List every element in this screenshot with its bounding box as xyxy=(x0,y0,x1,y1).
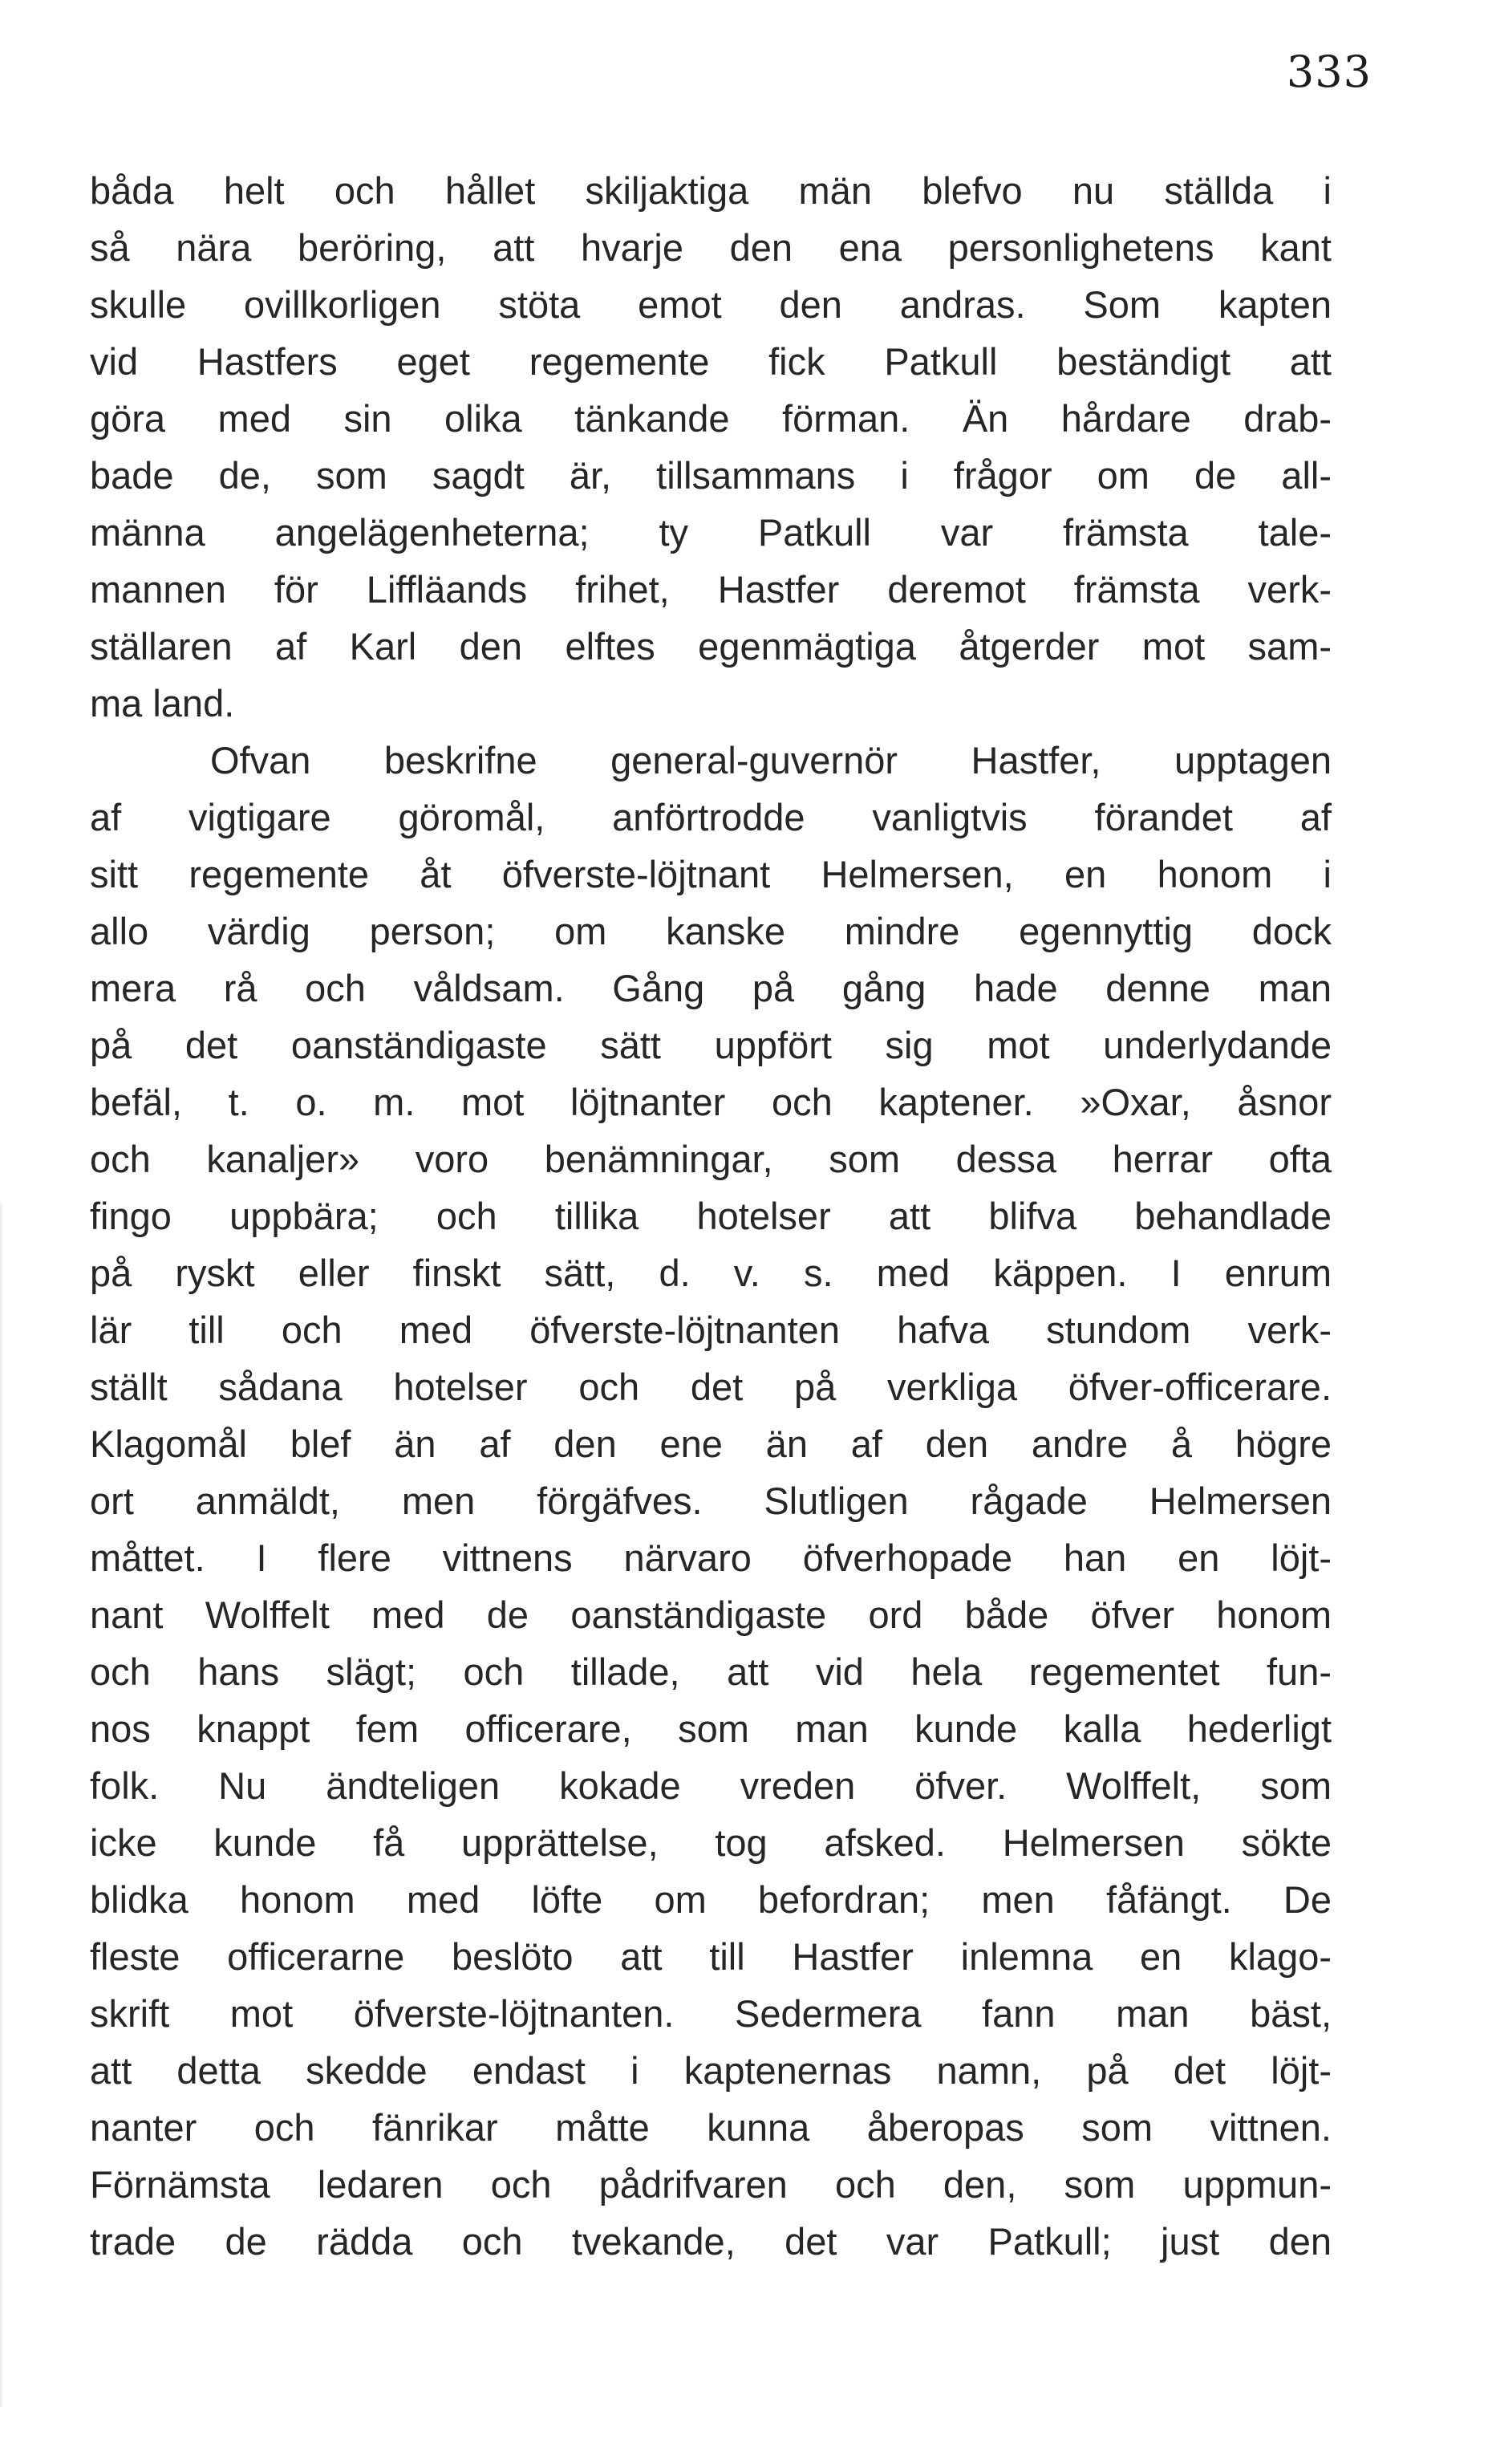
text-line: sitt regemente åt öfverste-löjtnant Helmersen, en honom i xyxy=(90,853,1332,895)
text-line: på ryskt eller finskt sätt, d. v. s. med käppen. I enrum xyxy=(90,1252,1332,1294)
text-line: trade de rädda och tvekande, det var Patkull; just den xyxy=(90,2220,1332,2263)
text-line: och hans slägt; och tillade, att vid hela regementet fun- xyxy=(90,1650,1332,1693)
text-line: göra med sin olika tänkande förman. Än hårdare drab- xyxy=(90,397,1332,440)
text-line: skrift mot öfverste-löjtnanten. Sedermera fann man bäst, xyxy=(90,1992,1332,2035)
text-line: fingo uppbära; och tillika hotelser att blifva behandlade xyxy=(90,1195,1332,1237)
scan-edge-shadow xyxy=(0,1204,2,2407)
text-line: skulle ovillkorligen stöta emot den andras. Som kapten xyxy=(90,283,1332,326)
text-line: att detta skedde endast i kaptenernas namn, på det löjt- xyxy=(90,2049,1332,2092)
text-line: fleste officerarne beslöto att till Hastfer inlemna en klago- xyxy=(90,1935,1332,1978)
text-line: måttet. I flere vittnens närvaro öfverhopade han en löjt- xyxy=(90,1536,1332,1579)
text-line: och kanaljer» voro benämningar, som dessa herrar ofta xyxy=(90,1138,1332,1180)
text-line: bade de, som sagdt är, tillsammans i frågor om de all- xyxy=(90,454,1332,497)
text-line: båda helt och hållet skiljaktiga män blefvo nu ställda i xyxy=(90,169,1332,212)
text-line: af vigtigare göromål, anförtrodde vanligtvis förandet af xyxy=(90,796,1332,838)
text-line: befäl, t. o. m. mot löjtnanter och kaptener. »Oxar, åsnor xyxy=(90,1081,1332,1123)
text-line: ställaren af Karl den elftes egenmägtiga åtgerder mot sam- xyxy=(90,625,1332,668)
text-line: på det oanständigaste sätt uppfört sig mot underlydande xyxy=(90,1024,1332,1066)
text-line: icke kunde få upprättelse, tog afsked. Helmersen sökte xyxy=(90,1821,1332,1864)
text-line: folk. Nu ändteligen kokade vreden öfver. Wolffelt, som xyxy=(90,1764,1332,1807)
text-line: Förnämsta ledaren och pådrifvaren och den, som uppmun- xyxy=(90,2163,1332,2206)
text-line: nos knappt fem officerare, som man kunde kalla hederligt xyxy=(90,1707,1332,1750)
text-line: så nära beröring, att hvarje den ena personlighetens kant xyxy=(90,226,1332,269)
text-line: Klagomål blef än af den ene än af den andre å högre xyxy=(90,1423,1332,1465)
text-line: mera rå och våldsam. Gång på gång hade denne man xyxy=(90,967,1332,1009)
paragraph-first-line: Ofvan beskrifne general-guvernör Hastfer, upptagen xyxy=(210,739,1332,781)
text-line: allo värdig person; om kanske mindre egennyttig dock xyxy=(90,910,1332,952)
text-line: nanter och fänrikar måtte kunna åberopas som vittnen. xyxy=(90,2106,1332,2149)
text-line: mannen för Liffläands frihet, Hastfer deremot främsta verk- xyxy=(90,568,1332,611)
body-text xyxy=(90,162,1332,2270)
text-line: vid Hastfers eget regemente fick Patkull beständigt att xyxy=(90,340,1332,383)
page-number: 333 xyxy=(1286,47,1372,97)
text-line: lär till och med öfverste-löjtnanten hafva stundom verk- xyxy=(90,1309,1332,1351)
text-line: blidka honom med löfte om befordran; men fåfängt. De xyxy=(90,1878,1332,1921)
text-line: ort anmäldt, men förgäfves. Slutligen rågade Helmersen xyxy=(90,1480,1332,1522)
text-line: ma land. xyxy=(90,682,235,725)
text-line: ställt sådana hotelser och det på verkliga öfver-officerare. xyxy=(90,1366,1332,1408)
text-line: nant Wolffelt med de oanständigaste ord både öfver honom xyxy=(90,1593,1332,1636)
text-line: männa angelägenheterna; ty Patkull var främsta tale- xyxy=(90,511,1332,554)
